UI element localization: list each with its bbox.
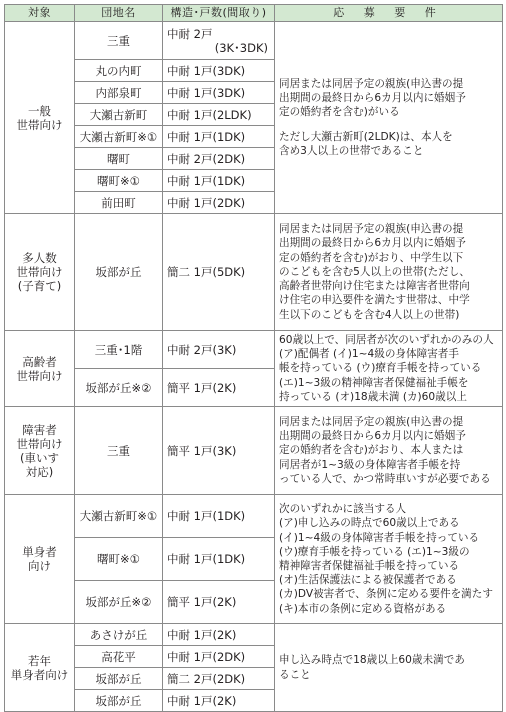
requirements-line: 含め3人以上の世帯であること <box>279 144 424 157</box>
requirements-line: (ア)申し込みの時点で60歳以上である <box>279 517 460 530</box>
structure-units <box>163 538 275 581</box>
structure-units-line: 簡平 1戸(2K) <box>167 380 237 395</box>
target-category-line: 向け <box>28 559 51 574</box>
complex-name: 曙町 <box>75 148 163 170</box>
complex-name: 大瀬古新町 <box>75 104 163 126</box>
target-category <box>5 407 75 495</box>
complex-name: 三重･1階 <box>75 331 163 369</box>
target-category <box>5 214 75 331</box>
complex-name: 坂部が丘※② <box>75 369 163 407</box>
table-row <box>5 331 503 369</box>
requirements-line: 出期間の最終日から6カ月以内に婚姻予 <box>279 237 466 250</box>
requirements-line: のこどもを含む5人以上の世帯(ただし、 <box>279 265 470 278</box>
structure-units <box>163 624 275 646</box>
structure-units <box>163 331 275 369</box>
requirements-line: 同居者が1~3級の身体障害者手帳を持 <box>279 458 461 471</box>
header-structure-units: 構造･戸数(間取り) <box>163 5 275 22</box>
requirements-line: 出期間の最終日から6カ月以内に婚姻予 <box>279 430 466 443</box>
complex-name: 坂部が丘 <box>75 690 163 712</box>
table-body <box>5 22 503 712</box>
structure-units <box>163 104 275 126</box>
housing-table-container <box>4 4 502 712</box>
requirements-text <box>275 624 503 712</box>
target-category <box>5 331 75 407</box>
requirements-spacer <box>279 120 499 130</box>
target-category-line: 多人数 <box>22 251 57 265</box>
structure-units <box>163 369 275 407</box>
complex-name: 内部泉町 <box>75 82 163 104</box>
header-requirements: 応 募 要 件 <box>275 5 503 22</box>
requirements-line: (ウ)療育手帳を持っている (エ)1~3級の <box>279 545 470 558</box>
target-category-line: 世帯向け <box>16 368 63 383</box>
requirements-text <box>275 407 503 495</box>
complex-name: 三重 <box>75 407 163 495</box>
complex-name: 前田町 <box>75 192 163 214</box>
target-category <box>5 495 75 624</box>
complex-name: 曙町※① <box>75 170 163 192</box>
complex-name: あさけが丘 <box>75 624 163 646</box>
requirements-text <box>275 495 503 624</box>
requirements-line: (イ)1~4級の身体障害者手帳を持っている <box>279 531 480 544</box>
structure-units <box>163 646 275 668</box>
requirements-line: 申し込み時点で18歳以上60歳未満であ <box>279 654 465 667</box>
complex-name: 高花平 <box>75 646 163 668</box>
requirements-line: (ア)配偶者 (イ)1~4級の身体障害者手 <box>279 348 459 361</box>
target-category-line: 単身者 <box>22 545 57 560</box>
complex-name: 坂部が丘※② <box>75 581 163 624</box>
structure-units-line: 簡平 1戸(2K) <box>167 595 237 610</box>
complex-name: 坂部が丘 <box>75 214 163 331</box>
table-row <box>5 495 503 538</box>
target-category-line: 世帯向け <box>16 265 63 279</box>
structure-units-line: 中耐 2戸 <box>167 26 213 41</box>
requirements-line: 定の婚約者を含む)がおり、本人または <box>279 444 464 457</box>
target-category <box>5 22 75 214</box>
requirements-text <box>275 22 503 214</box>
requirements-line: (カ)DV被害者で、条例に定める要件を満たす <box>279 588 493 601</box>
table-header-row <box>5 5 503 22</box>
requirements-line: 同居または同居予定の親族(申込書の提 <box>279 77 464 90</box>
header-complex-name: 団地名 <box>75 5 163 22</box>
structure-units-line: 中耐 1戸(1DK) <box>167 129 246 144</box>
requirements-line: け住宅の申込要件を満たす世帯は、中学 <box>279 294 470 307</box>
requirements-line: 生以下のこどもを含む4人以上の世帯) <box>279 308 460 321</box>
structure-units <box>163 668 275 690</box>
requirements-line: 60歳以上で、同居者が次のいずれかのみの人 <box>279 334 494 346</box>
requirements-line: ただし大瀬古新町(2LDK)は、本人を <box>279 130 453 143</box>
structure-units-line: 中耐 1戸(2LDK) <box>167 107 252 122</box>
table-row <box>5 624 503 646</box>
structure-units-line: 中耐 1戸(2K) <box>167 627 237 642</box>
target-category-line: 高齢者 <box>22 354 57 369</box>
target-category-line: 世帯向け <box>16 436 63 451</box>
structure-units <box>163 192 275 214</box>
table-row <box>5 407 503 495</box>
structure-units <box>163 495 275 538</box>
target-category-line: (子育て) <box>17 279 62 293</box>
target-category-line: 障害者 <box>22 422 57 437</box>
table-row <box>5 214 503 331</box>
housing-requirements-table <box>4 4 503 712</box>
structure-units <box>163 148 275 170</box>
requirements-line: 定の婚約者を含む)がおり、中学生以下 <box>279 251 464 264</box>
structure-units-line: 簡二 1戸(5DK) <box>167 265 246 279</box>
structure-units-line: 中耐 2戸(2DK) <box>167 151 246 166</box>
header-target: 対象 <box>5 5 75 22</box>
target-category-line: (車いす <box>20 450 59 465</box>
requirements-text <box>275 331 503 407</box>
structure-units <box>163 214 275 331</box>
complex-name: 大瀬古新町※① <box>75 126 163 148</box>
complex-name: 曙町※① <box>75 538 163 581</box>
structure-units-line: 中耐 1戸(2DK) <box>167 649 246 664</box>
target-category-line: 単身者向け <box>10 667 69 682</box>
target-category-line: 世帯向け <box>16 117 63 132</box>
requirements-line: 次のいずれかに該当する人 <box>279 503 407 516</box>
structure-units <box>163 581 275 624</box>
structure-units-line: (3K･3DK) <box>214 40 268 55</box>
requirements-line: っている人で、かつ常時車いすが必要である <box>279 472 491 485</box>
structure-units-line: 中耐 1戸(3DK) <box>167 63 246 78</box>
requirements-line: (オ)生活保護法による被保護者である <box>279 574 457 587</box>
structure-units-line: 中耐 1戸(1DK) <box>167 552 246 567</box>
structure-units <box>163 407 275 495</box>
target-category-line: 若年 <box>28 653 51 668</box>
complex-name: 坂部が丘 <box>75 668 163 690</box>
complex-name: 丸の内町 <box>75 60 163 82</box>
requirements-text <box>275 214 503 331</box>
complex-name: 三重 <box>75 22 163 60</box>
requirements-line: 高齢者世帯向け住宅または障害者世帯向 <box>279 280 470 293</box>
requirements-line: (キ)本市の条例に定める資格がある <box>279 602 447 615</box>
structure-units-line: 簡二 2戸(2DK) <box>167 671 246 686</box>
structure-units-line: 中耐 1戸(2DK) <box>167 195 246 210</box>
structure-units-line: 中耐 2戸(3K) <box>167 342 237 357</box>
target-category-line: 対応) <box>25 464 54 479</box>
structure-units-line: 中耐 1戸(1DK) <box>167 173 246 188</box>
requirements-line: 同居または同居予定の親族(申込書の提 <box>279 223 464 236</box>
requirements-line: (エ)1~3級の精神障害者保健福祉手帳を <box>279 376 469 389</box>
table-row <box>5 22 503 60</box>
requirements-line: 定の婚約者を含む)がいる <box>279 106 400 119</box>
requirements-line: 同居または同居予定の親族(申込書の提 <box>279 416 464 428</box>
target-category-line: 一般 <box>28 103 51 118</box>
requirements-line: ること <box>279 668 311 681</box>
structure-units <box>163 126 275 148</box>
structure-units-line: 中耐 1戸(2K) <box>167 693 237 708</box>
structure-units <box>163 22 275 60</box>
requirements-line: 精神障害者保健福祉手帳を持っている <box>279 560 460 573</box>
requirements-line: 出期間の最終日から6カ月以内に婚姻予 <box>279 92 466 105</box>
structure-units-line: 中耐 1戸(3DK) <box>167 85 246 100</box>
requirements-line: 持っている (オ)18歳未満 (カ)60歳以上 <box>279 390 467 403</box>
structure-units-line: 中耐 1戸(1DK) <box>167 509 246 524</box>
complex-name: 大瀬古新町※① <box>75 495 163 538</box>
requirements-line: 帳を持っている (ウ)療育手帳を持っている <box>279 362 482 375</box>
structure-units <box>163 82 275 104</box>
structure-units <box>163 60 275 82</box>
target-category <box>5 624 75 712</box>
structure-units-line: 簡平 1戸(3K) <box>167 443 237 458</box>
structure-units <box>163 170 275 192</box>
